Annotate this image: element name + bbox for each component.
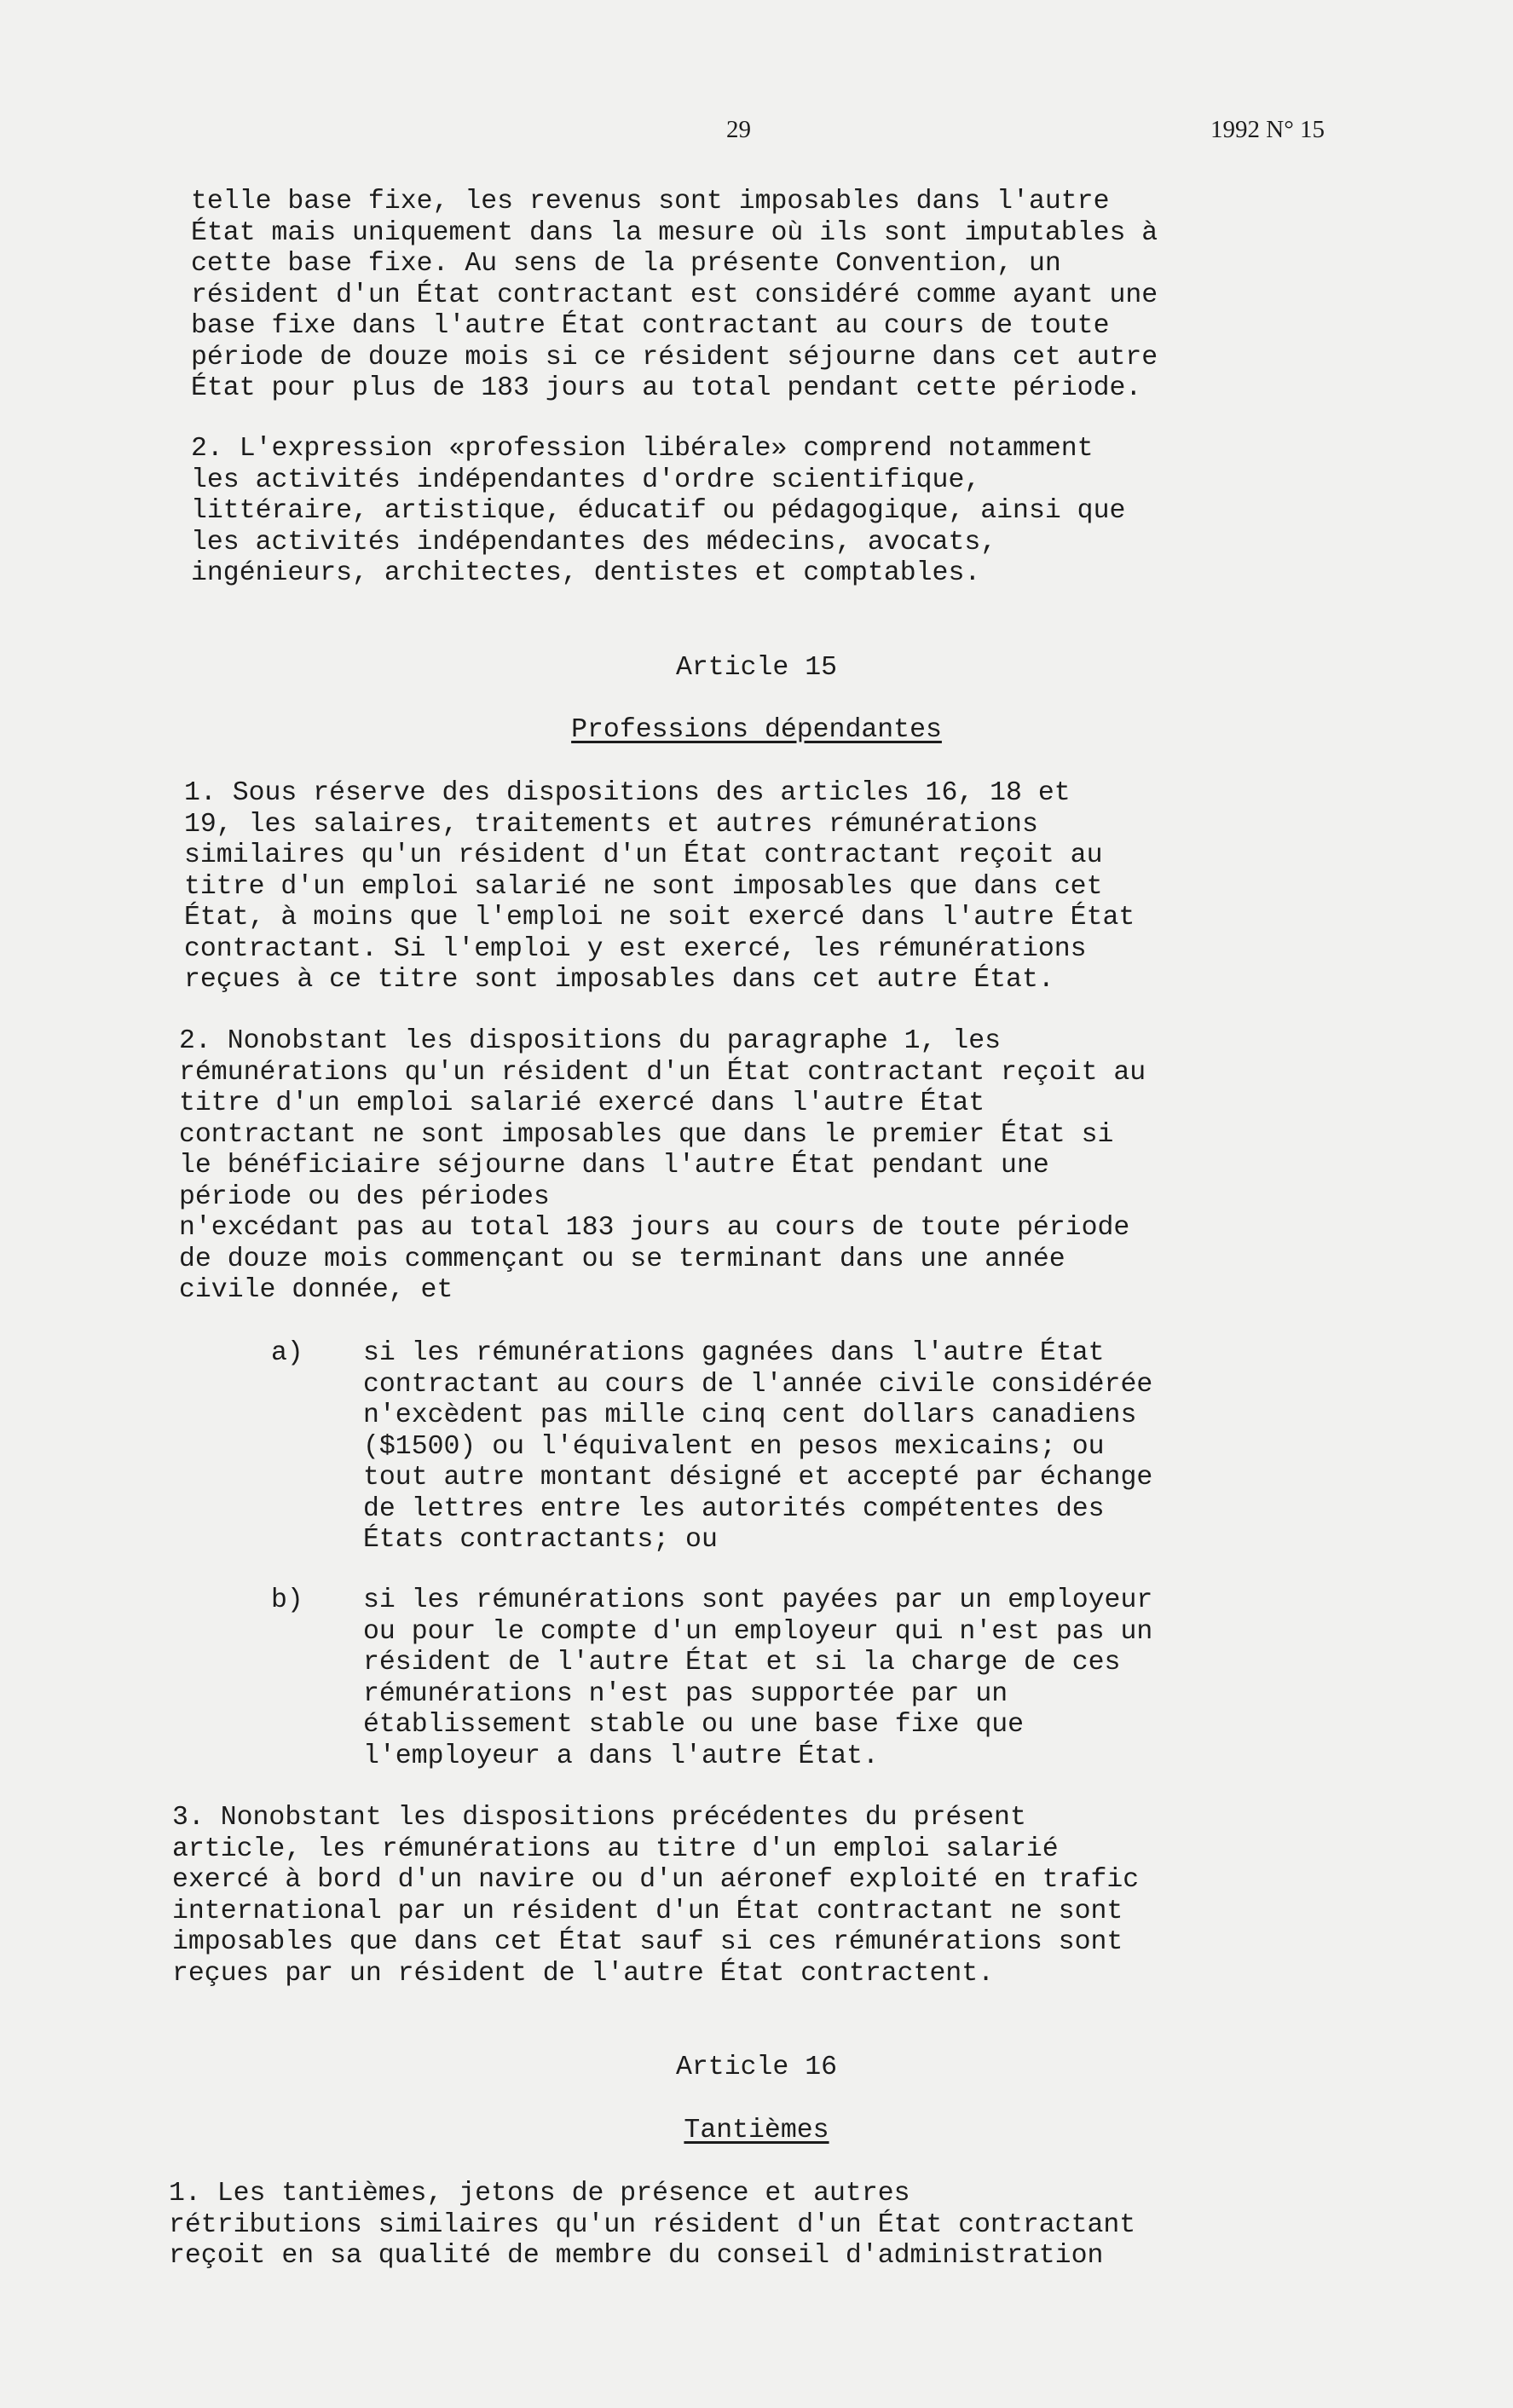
paragraph-16-1: 1. Les tantièmes, jetons de présence et autres rétributions similaires qu'un résident d'un État contractant reçoit en sa qualité de membre du conseil d'administration xyxy=(169,2179,1136,2271)
paragraph-15-3: 3. Nonobstant les dispositions précédentes du présent article, les rémunérations au titre d'un emploi salarié exercé à bord d'un navire ou d'un aéronef exploité en trafic international par un résident d'un État contractant ne sont imposables que dans cet État sauf si ces rémunérations sont reçues par un résident de l'autre État contractent. xyxy=(172,1803,1140,1989)
paragraph-15-2: 2. Nonobstant les dispositions du paragraphe 1, les rémunérations qu'un résident d'un État contractant reçoit au titre d'un emploi salarié exercé dans l'autre État contractant ne sont imposables que dans le premier État si le bénéficiaire séjourne dans l'autre État pendant une période ou des périodes n'excédant pas au total 183 jours au cours de toute période de douze mois commençant ou se terminant dans une année civile donnée, et xyxy=(179,1026,1146,1305)
article-15-heading: Article 15 xyxy=(675,653,838,683)
article-16-heading: Article 16 xyxy=(675,2053,838,2082)
paragraph-15-1: 1. Sous réserve des dispositions des articles 16, 18 et 19, les salaires, traitements et autres rémunérations similaires qu'un résident d'un État contractant reçoit au titre d'un emploi salarié ne sont imposables que dans cet État, à moins que l'emploi ne soit exercé dans l'autre État contractant. Si l'emploi y est exercé, les rémunérations reçues à ce titre sont imposables dans cet autre État. xyxy=(184,778,1135,995)
page-header xyxy=(0,116,1513,150)
paragraph-continuation: telle base fixe, les revenus sont imposables dans l'autre État mais uniquement dans la mesure où ils sont imputables à cette base fixe. Au sens de la présente Convention, un résident d'un État contractant est considéré comme ayant une base fixe dans l'autre État contractant au cours de toute période de douze mois si ce résident séjourne dans cet autre État pour plus de 183 jours au total pendant cette période. xyxy=(191,187,1158,403)
item-b-text: si les rémunérations sont payées par un employeur ou pour le compte d'un employeur qui n'est pas un résident de l'autre État et si la charge de ces rémunérations n'est pas supportée par un établissement stable ou une base fixe que l'employeur a dans l'autre État. xyxy=(363,1585,1153,1771)
article-16-subtitle: Tantièmes xyxy=(684,2116,829,2145)
item-a-label: a) xyxy=(271,1338,303,1368)
item-b-label: b) xyxy=(271,1585,303,1615)
item-a-text: si les rémunérations gagnées dans l'autre État contractant au cours de l'année civile considérée n'excèdent pas mille cinq cent dollars canadiens ($1500) ou l'équivalent en pesos mexicains; ou tout autre montant désigné et accepté par échange de lettres entre les autorités compétentes des États contractants; ou xyxy=(363,1338,1153,1555)
article-15-subtitle: Professions dépendantes xyxy=(571,715,942,745)
document-reference: 1992 N° 15 xyxy=(1210,116,1325,143)
paragraph-14-2: 2. L'expression «profession libérale» comprend notamment les activités indépendantes d'ordre scientifique, littéraire, artistique, éducatif ou pédagogique, ainsi que les activités indépendantes des médecins, avocats, ingénieurs, architectes, dentistes et comptables. xyxy=(191,434,1126,588)
page-number: 29 xyxy=(726,116,751,143)
